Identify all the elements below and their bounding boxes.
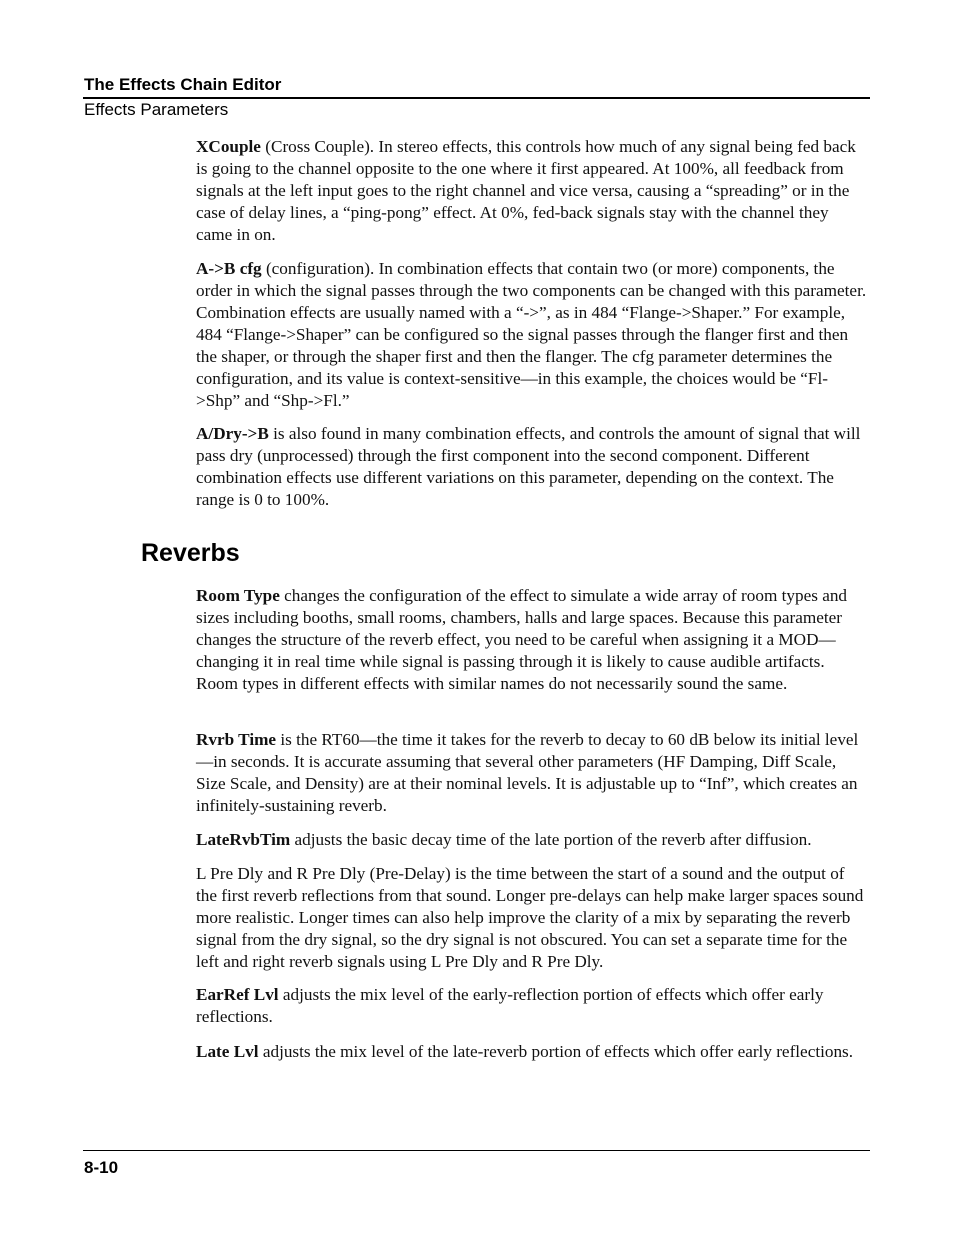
term-rvrb-time: Rvrb Time bbox=[196, 730, 277, 749]
paragraph-text: is the RT60—the time it takes for the reverb to decay to 60 dB below its initial level—in seconds. It is accurate assuming that several other parameters (HF Damping, Diff Scale, Size Scale, and Density) are at their nominal levels. It is adjustable up to “Inf”, which creates an infinitely-sustaining reverb. bbox=[196, 730, 859, 815]
paragraph-text: changes the configuration of the effect to simulate a wide array of room types and sizes including booths, small rooms, chambers, halls and large spaces. Because this parameter changes the structure of the reverb effect, you need to be careful when assigning it a MOD— changing it in real time while signal is passing through it is likely to cause audible artifacts. Room types in different effects with similar names do not necessarily sound the same. bbox=[196, 586, 848, 693]
paragraph-rvrb-time bbox=[196, 729, 868, 817]
term-ab-cfg: A->B cfg bbox=[196, 259, 262, 278]
paragraph-text: L Pre Dly and R Pre Dly (Pre-Delay) is the time between the start of a sound and the output of the first reverb reflections from that sound. Longer pre-delays can help make larger spaces sound more realistic. Longer times can also help improve the clarity of a mix by separating the reverb signal from the dry signal, so the dry signal is not obscured. You can set a separate time for the left and right reverb signals using L Pre Dly and R Pre Dly. bbox=[196, 864, 864, 971]
running-header-subtitle: Effects Parameters bbox=[84, 100, 229, 119]
header-divider bbox=[83, 97, 870, 99]
term-late-rvb-tim: LateRvbTim bbox=[196, 830, 291, 849]
running-header-title: The Effects Chain Editor bbox=[84, 75, 282, 94]
paragraph-text: adjusts the mix level of the late-reverb portion of effects which offer early reflections. bbox=[258, 1042, 854, 1061]
page-number: 8-10 bbox=[84, 1158, 119, 1177]
paragraph-text: (Cross Couple). In stereo effects, this controls how much of any signal being fed back is going to the channel opposite to the one where it first appeared. At 100%, all feedback from signals at the left input goes to the right channel and vice versa, causing a “spreading” or in the case of delay lines, a “ping-pong” effect. At 0%, fed-back signals stay with the channel they came in on. bbox=[196, 137, 856, 244]
paragraph-ab-cfg bbox=[196, 258, 868, 412]
paragraph-late-lvl bbox=[196, 1041, 868, 1063]
paragraph-text: is also found in many combination effects, and controls the amount of signal that will pass dry (unprocessed) through the first component into the second component. Different combination effects use different variations on this parameter, depending on the context. The range is 0 to 100%. bbox=[196, 424, 861, 509]
paragraph-a-dry-b bbox=[196, 423, 868, 511]
term-a-dry-b: A/Dry->B bbox=[196, 424, 269, 443]
term-room-type: Room Type bbox=[196, 586, 280, 605]
section-heading-reverbs: Reverbs bbox=[141, 539, 240, 567]
paragraph-late-rvb-tim bbox=[196, 829, 868, 851]
paragraph-pre-delay bbox=[196, 863, 868, 973]
term-earref-lvl: EarRef Lvl bbox=[196, 985, 279, 1004]
paragraph-room-type bbox=[196, 585, 868, 695]
footer-divider bbox=[83, 1150, 870, 1151]
term-late-lvl: Late Lvl bbox=[196, 1042, 259, 1061]
paragraph-earref-lvl bbox=[196, 984, 868, 1028]
term-xcouple: XCouple bbox=[196, 137, 261, 156]
paragraph-text: (configuration). In combination effects that contain two (or more) components, the order in which the signal passes through the two components can be changed with this parameter. Combination effects are usually named with a “->”, as in 484 “Flange->Shaper.” For example, 484 “Flange->Shaper” can be configured so the signal passes through the flanger first and then the shaper, or through the shaper first and then the flanger. The cfg parameter determines the configuration, and its value is context-sensitive—in this example, the choices would be “Fl->Shp” and “Shp->Fl.” bbox=[196, 259, 867, 410]
paragraph-xcouple bbox=[196, 136, 868, 246]
paragraph-text: adjusts the basic decay time of the late portion of the reverb after diffusion. bbox=[290, 830, 812, 849]
paragraph-text: adjusts the mix level of the early-reflection portion of effects which offer early reflections. bbox=[196, 985, 824, 1026]
